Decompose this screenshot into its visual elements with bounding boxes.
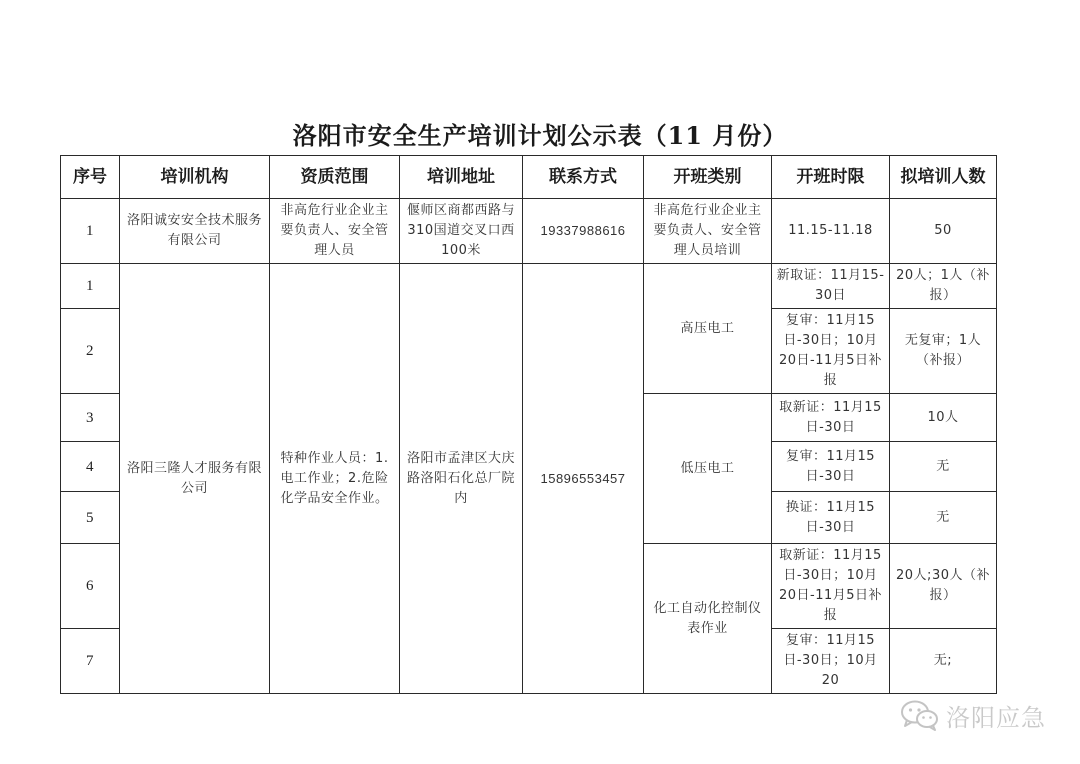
training-plan-table bbox=[60, 155, 997, 694]
seq-cell: 3 bbox=[61, 394, 120, 442]
count-cell: 10人 bbox=[890, 394, 997, 442]
period-cell: 新取证：11月15-30日 bbox=[772, 264, 890, 309]
header-period: 开班时限 bbox=[772, 156, 890, 199]
phone-cell: 19337988616 bbox=[523, 199, 644, 264]
header-category: 开班类别 bbox=[644, 156, 772, 199]
header-scope: 资质范围 bbox=[270, 156, 400, 199]
seq-cell: 2 bbox=[61, 309, 120, 394]
header-count: 拟培训人数 bbox=[890, 156, 997, 199]
category-cell: 低压电工 bbox=[644, 394, 772, 544]
seq-cell: 4 bbox=[61, 442, 120, 492]
count-cell: 20人；1人（补报） bbox=[890, 264, 997, 309]
count-cell: 50 bbox=[890, 199, 997, 264]
table-header-row bbox=[61, 156, 997, 199]
org-cell: 洛阳诚安安全技术服务有限公司 bbox=[120, 199, 270, 264]
period-cell: 11.15-11.18 bbox=[772, 199, 890, 264]
category-cell: 非高危行业企业主要负责人、安全管理人员培训 bbox=[644, 199, 772, 264]
seq-cell: 5 bbox=[61, 492, 120, 544]
count-cell: 无; bbox=[890, 629, 997, 694]
phone-cell: 15896553457 bbox=[523, 264, 644, 694]
count-cell: 无 bbox=[890, 492, 997, 544]
table-row bbox=[61, 199, 997, 264]
seq-cell: 7 bbox=[61, 629, 120, 694]
org-cell: 洛阳三隆人才服务有限公司 bbox=[120, 264, 270, 694]
period-cell: 复审：11月15日-30日 bbox=[772, 442, 890, 492]
period-cell: 取新证：11月15日-30日 bbox=[772, 394, 890, 442]
period-cell: 取新证：11月15日-30日；10月20日-11月5日补报 bbox=[772, 544, 890, 629]
wechat-icon bbox=[900, 699, 940, 731]
address-cell: 洛阳市孟津区大庆路洛阳石化总厂院内 bbox=[400, 264, 523, 694]
category-cell: 高压电工 bbox=[644, 264, 772, 394]
watermark-text: 洛阳应急 bbox=[946, 703, 1046, 732]
period-cell: 换证：11月15日-30日 bbox=[772, 492, 890, 544]
period-cell: 复审：11月15日-30日；10月20 bbox=[772, 629, 890, 694]
period-cell: 复审：11月15日-30日；10月20日-11月5日补报 bbox=[772, 309, 890, 394]
page-title: 洛阳市安全生产培训计划公示表（11 月份） bbox=[292, 121, 788, 150]
count-cell: 20人;30人（补报） bbox=[890, 544, 997, 629]
address-cell: 偃师区商都西路与310国道交叉口西100米 bbox=[400, 199, 523, 264]
category-cell: 化工自动化控制仪表作业 bbox=[644, 544, 772, 694]
header-seq: 序号 bbox=[61, 156, 120, 199]
header-address: 培训地址 bbox=[400, 156, 523, 199]
seq-cell: 6 bbox=[61, 544, 120, 629]
scope-cell: 特种作业人员：1.电工作业；2.危险化学品安全作业。 bbox=[270, 264, 400, 694]
watermark bbox=[900, 697, 1046, 733]
scope-cell: 非高危行业企业主要负责人、安全管理人员 bbox=[270, 199, 400, 264]
count-cell: 无复审；1人（补报） bbox=[890, 309, 997, 394]
count-cell: 无 bbox=[890, 442, 997, 492]
table-row bbox=[61, 264, 997, 309]
header-org: 培训机构 bbox=[120, 156, 270, 199]
seq-cell: 1 bbox=[61, 199, 120, 264]
header-contact: 联系方式 bbox=[523, 156, 644, 199]
seq-cell: 1 bbox=[61, 264, 120, 309]
